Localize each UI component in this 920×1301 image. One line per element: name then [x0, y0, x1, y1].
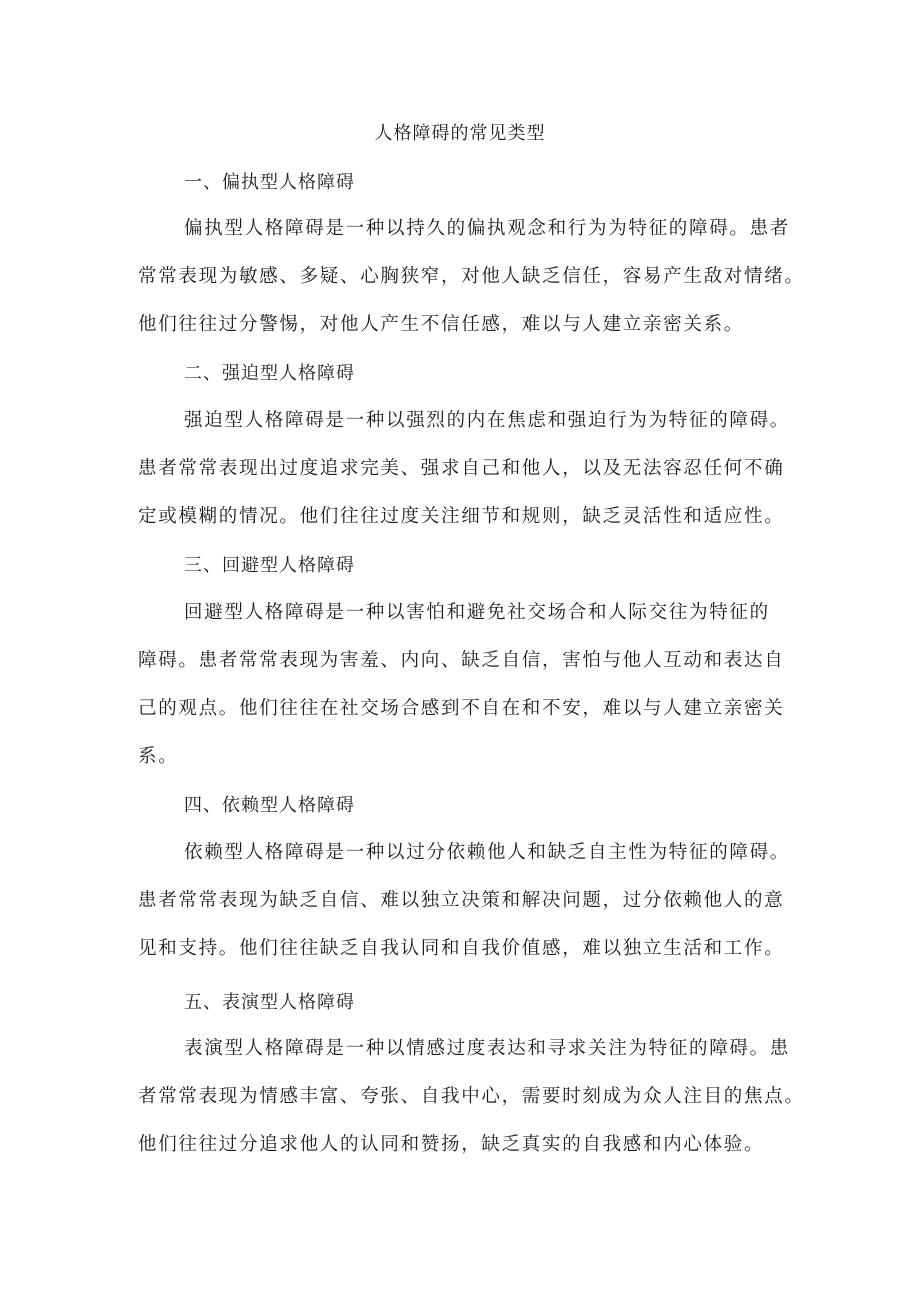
paragraph-line: 依赖型人格障碍是一种以过分依赖他人和缺乏自主性为特征的障碍。 — [184, 842, 791, 863]
paragraph-line: 偏执型人格障碍是一种以持久的偏执观念和行为为特征的障碍。患者 — [184, 218, 791, 239]
section-heading-histrionic: 五、表演型人格障碍 — [184, 992, 355, 1013]
section-heading-dependent: 四、依赖型人格障碍 — [184, 795, 355, 816]
paragraph-line: 系。 — [138, 746, 179, 767]
section-heading-paranoid: 一、偏执型人格障碍 — [184, 172, 355, 193]
document-title: 人格障碍的常见类型 — [374, 123, 546, 144]
paragraph-line: 见和支持。他们往往缺乏自我认同和自我价值感，难以独立生活和工作。 — [138, 938, 785, 959]
paragraph-line: 他们往往过分追求他人的认同和赞扬，缺乏真实的自我感和内心体验。 — [138, 1134, 765, 1155]
paragraph-line: 常常表现为敏感、多疑、心胸狭窄，对他人缺乏信任，容易产生敌对情绪。 — [138, 266, 805, 287]
paragraph-line: 己的观点。他们往往在社交场合感到不自在和不安，难以与人建立亲密关 — [138, 698, 785, 719]
paragraph-line: 患者常常表现出过度追求完美、强求自己和他人，以及无法容忍任何不确 — [138, 458, 785, 479]
section-heading-obsessive: 二、强迫型人格障碍 — [184, 363, 355, 384]
section-heading-avoidant: 三、回避型人格障碍 — [184, 555, 355, 576]
paragraph-line: 强迫型人格障碍是一种以强烈的内在焦虑和强迫行为为特征的障碍。 — [184, 410, 791, 431]
paragraph-line: 表演型人格障碍是一种以情感过度表达和寻求关注为特征的障碍。患 — [184, 1038, 791, 1059]
paragraph-line: 回避型人格障碍是一种以害怕和避免社交场合和人际交往为特征的 — [184, 602, 770, 623]
paragraph-line: 定或模糊的情况。他们往往过度关注细节和规则，缺乏灵活性和适应性。 — [138, 506, 785, 527]
paragraph-line: 障碍。患者常常表现为害羞、内向、缺乏自信，害怕与他人互动和表达自 — [138, 650, 785, 671]
paragraph-line: 患者常常表现为缺乏自信、难以独立决策和解决问题，过分依赖他人的意 — [138, 890, 785, 911]
paragraph-line: 他们往往过分警惕，对他人产生不信任感，难以与人建立亲密关系。 — [138, 314, 745, 335]
paragraph-line: 者常常表现为情感丰富、夸张、自我中心，需要时刻成为众人注目的焦点。 — [138, 1086, 805, 1107]
